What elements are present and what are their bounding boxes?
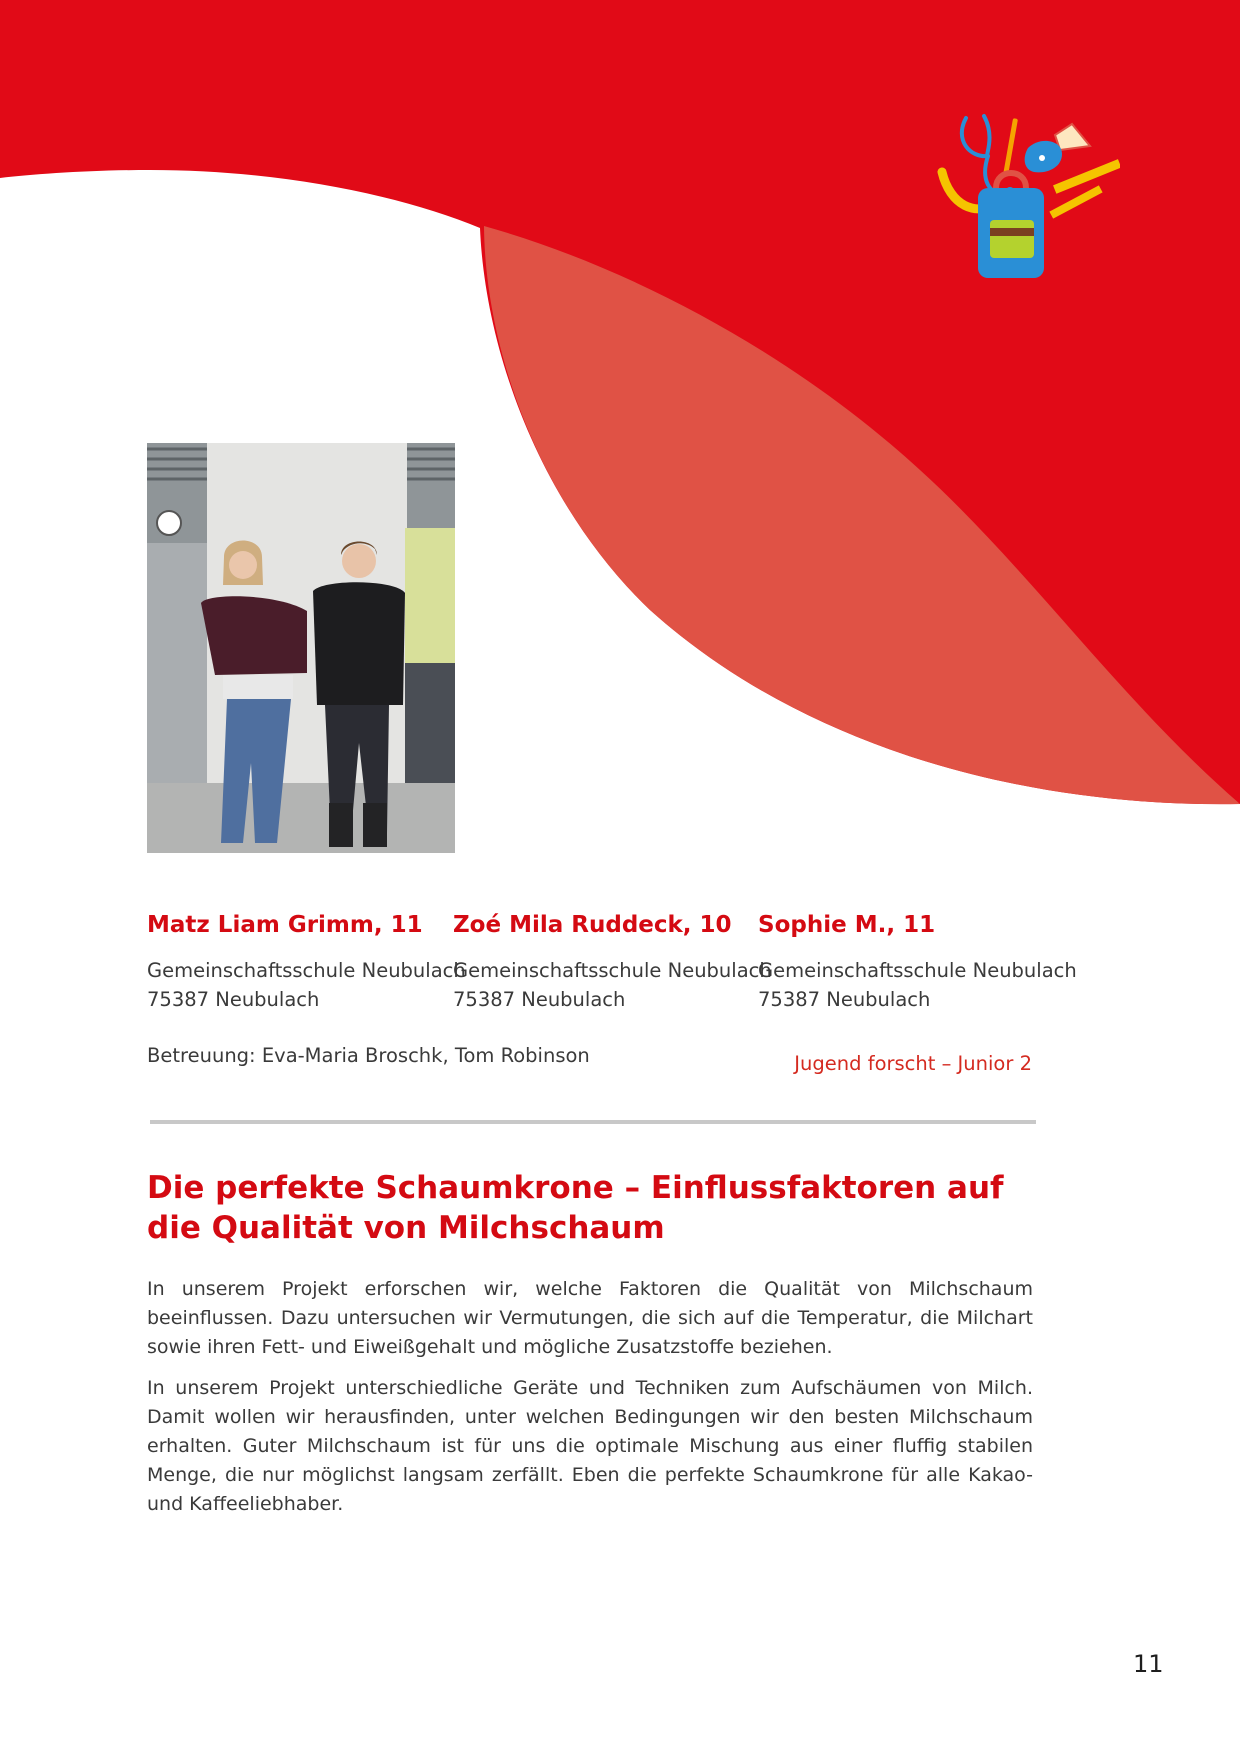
project-title: Die perfekte Schaumkrone – Einflussfaktoren auf die Qualität von Milchschaum (147, 1170, 1004, 1246)
student-school: Gemeinschaftsschule Neubulach (147, 959, 466, 982)
student-card (147, 912, 466, 1014)
student-school: Gemeinschaftsschule Neubulach (453, 959, 772, 982)
student-card (758, 912, 1077, 1014)
page-number: 11 (1133, 1650, 1164, 1678)
student-name: Zoé Mila Ruddeck, 10 (453, 912, 732, 938)
divider (150, 1120, 1036, 1124)
paragraph: In unserem Projekt erforschen wir, welche Faktoren die Qualität von Milchschaum beeinflussen. Dazu untersuchen wir Vermutungen, die sich auf die Temperatur, die Milchart sowie ihren Fett- und Eiweißgehalt und mögliche Zusatzstoffe beziehen. (147, 1278, 1033, 1358)
student-school: Gemeinschaftsschule Neubulach (758, 959, 1077, 982)
student-name: Matz Liam Grimm, 11 (147, 912, 423, 938)
project-description (147, 1275, 1033, 1531)
students-photo (147, 443, 455, 853)
school-supplies-icon (930, 110, 1120, 285)
student-name: Sophie M., 11 (758, 912, 936, 938)
paragraph: In unserem Projekt unterschiedliche Geräte und Techniken zum Aufschäumen von Milch. Damit wollen wir herausfinden, unter welchen Bedingungen wir den besten Milchschaum erhalten. Guter Milchschaum ist für uns die optimale Mischung aus einer fluffig stabilen Menge, die nur möglichst langsam zerfällt. Eben die perfekte Schaumkrone für alle Kakao- und Kaffeeliebhaber. (147, 1377, 1033, 1515)
student-city: 75387 Neubulach (758, 988, 931, 1011)
competition-category: Jugend forscht – Junior 2 (794, 1052, 1032, 1075)
supervision: Betreuung: Eva-Maria Broschk, Tom Robinson (147, 1044, 590, 1067)
student-city: 75387 Neubulach (453, 988, 626, 1011)
student-city: 75387 Neubulach (147, 988, 320, 1011)
student-card (453, 912, 772, 1014)
